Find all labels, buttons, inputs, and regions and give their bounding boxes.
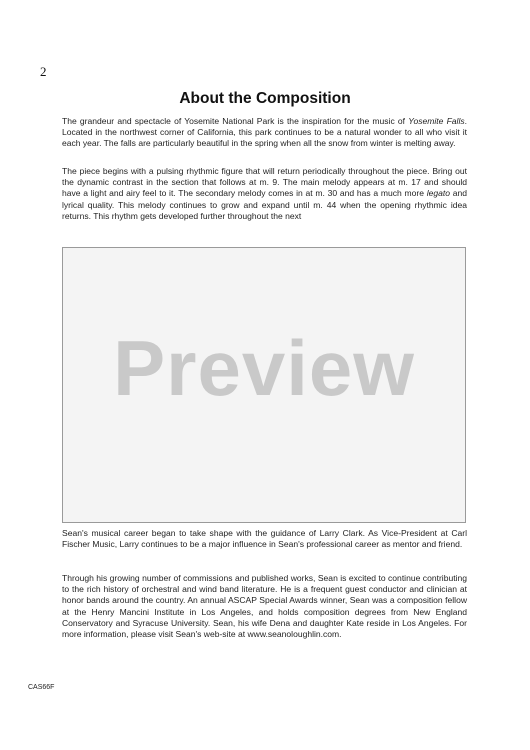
- paragraph-intro-text-1: The grandeur and spectacle of Yosemite National Park is the inspiration for the music of: [62, 116, 409, 126]
- preview-watermark: Preview: [113, 324, 415, 412]
- preview-overlay: [62, 247, 466, 523]
- page-number: 2: [40, 64, 47, 79]
- paragraph-structure-text-1: The piece begins with a pulsing rhythmic figure that will return periodically throughout the piece. Bring out the dynamic contrast in the section that follows at m. 9. The main melody appears at m. 17 and should have a light and airy feel to it. The secondary melody comes in at m. 30 and has a much more: [62, 166, 467, 199]
- paragraph-structure-text-2: and lyrical quality. This melody continues to grow and expand until m. 44 when the opening rhythmic idea returns. This rhythm gets developed further throughout the next: [62, 188, 467, 221]
- paragraph-career: Sean's musical career began to take shape with the guidance of Larry Clark. As Vice-President at Carl Fischer Music, Larry continues to be a major influence in Sean's professional career as mentor and friend.: [62, 528, 467, 550]
- catalog-number: CAS66F: [28, 684, 55, 691]
- paragraph-intro: [62, 116, 467, 150]
- paragraph-structure: [62, 166, 467, 246]
- paragraph-intro-text-2: . Located in the northwest corner of California, this park continues to be a natural wonder to all who visit it each year. The falls are particularly beautiful in the spring when all the snow from winter is melting away.: [62, 116, 468, 149]
- paragraph-biography: Through his growing number of commissions and published works, Sean is excited to continue contributing to the rich history of orchestral and wind band literature. He is a frequent guest conductor and clinician at honor bands around the country. An annual ASCAP Special Awards winner, Sean was a composition fellow at the Henry Mancini Institute in Los Angeles, and holds composition degrees from New England Conservatory and Syracuse University. Sean, his wife Dena and daughter Kate reside in Los Angeles. For more information, please visit Sean's web-site at www.seanoloughlin.com.: [62, 573, 467, 640]
- paragraph-structure-italic: legato: [426, 188, 450, 199]
- page-title: About the Composition: [179, 90, 351, 107]
- paragraph-intro-italic: Yosemite Falls: [408, 116, 465, 126]
